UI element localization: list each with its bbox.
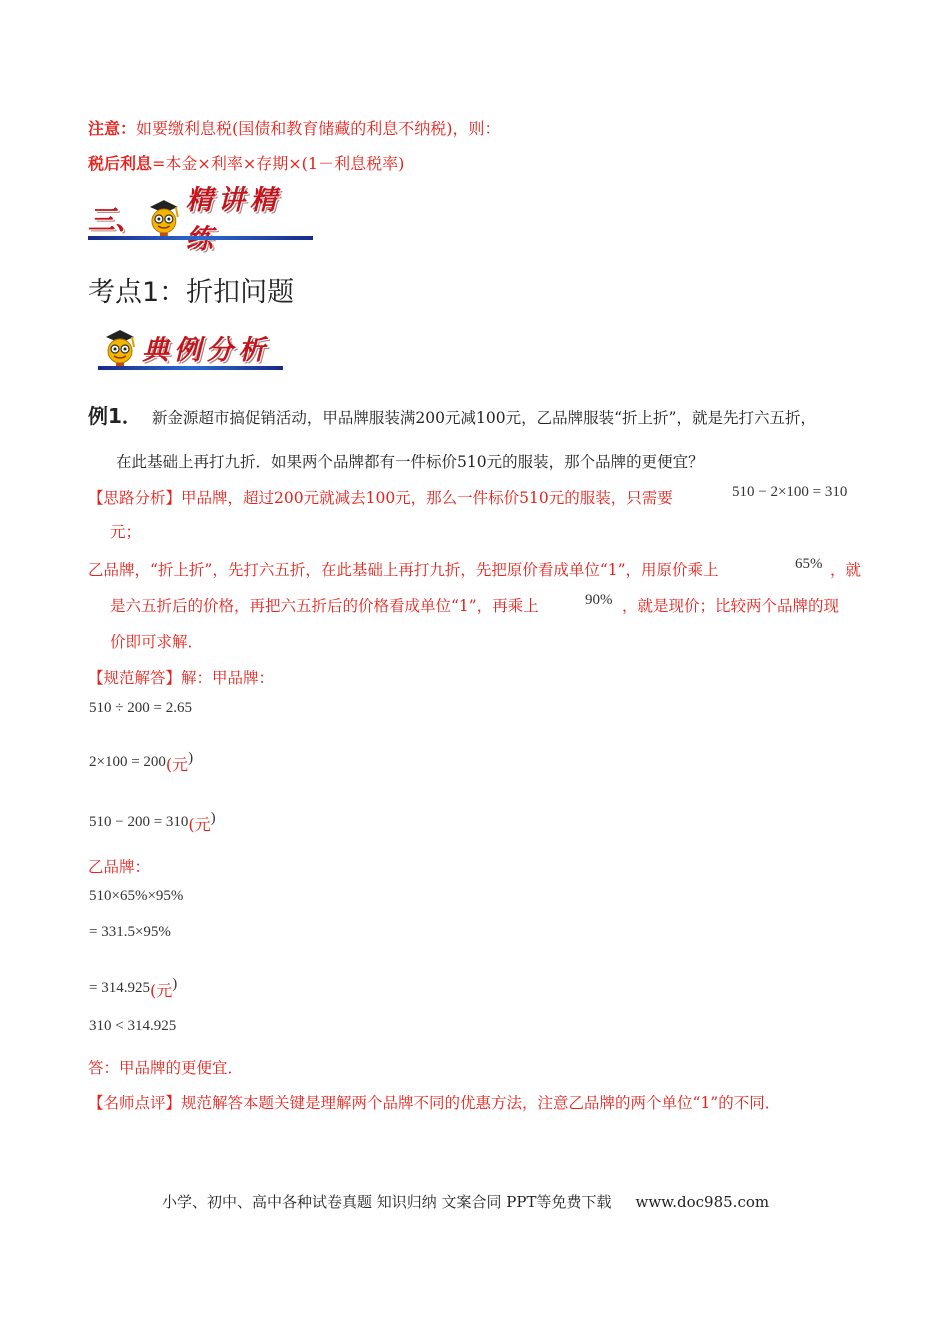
example-text-2: 在此基础上再打九折．如果两个品牌都有一件标价510元的服装，那个品牌的更便宜？ xyxy=(116,453,704,471)
analysis-text-1-end: 元； xyxy=(110,523,142,541)
analysis-text-4: 价即可求解． xyxy=(110,633,204,651)
formula-text: =本金×利率×存期×(1－利息税率) xyxy=(152,154,405,173)
note-line xyxy=(88,118,501,140)
solution-b-step3: = 314.925 xyxy=(89,980,150,996)
solution-b-label: 乙品牌： xyxy=(88,858,151,876)
solution-intro: 解：甲品牌： xyxy=(181,669,275,687)
solution-b-step3-line xyxy=(89,974,178,1000)
banner-practice-title: 精讲精 xyxy=(185,185,282,216)
banner-practice-prefix: 三、 xyxy=(88,204,142,236)
solution-a-step2-line xyxy=(89,748,194,774)
example-line-1 xyxy=(88,400,816,429)
example-label: 例1． xyxy=(88,404,142,428)
unit-close: ) xyxy=(188,750,194,766)
solution-a-step3-line xyxy=(89,808,216,834)
banner-example xyxy=(98,324,283,370)
scholar-mascot-icon xyxy=(98,325,142,369)
solution-label: 【规范解答】 xyxy=(88,669,182,687)
analysis-math-3: 90% xyxy=(585,592,613,608)
footer-url[interactable]: www.doc985.com xyxy=(635,1193,770,1211)
solution-answer: 答：甲品牌的更便宜． xyxy=(88,1059,244,1077)
note-label: 注意： xyxy=(88,119,137,138)
banner-underline xyxy=(88,236,313,240)
analysis-math-2: 65% xyxy=(795,556,823,572)
unit-close: ) xyxy=(210,810,216,826)
unit-open: (元 xyxy=(188,815,211,834)
banner-practice xyxy=(88,185,313,240)
analysis-text-2: 乙品牌，“折上折”，先打六五折，在此基础上再打九折，先把原价看成单位“1”，用原价乘上 xyxy=(88,561,719,579)
comment-line xyxy=(88,1092,780,1114)
example-text-1: 新金源超市搞促销活动，甲品牌服装满200元减100元，乙品牌服装“折上折”，就是先打六五折， xyxy=(151,409,816,427)
analysis-label: 【思路分析】 xyxy=(88,489,182,507)
unit-open: (元 xyxy=(165,755,189,774)
banner-underline xyxy=(98,366,283,370)
unit-open: (元 xyxy=(149,981,173,1000)
solution-line xyxy=(88,667,274,689)
analysis-math-1: 510 − 2×100 = 310 xyxy=(732,484,848,500)
analysis-line-1 xyxy=(88,487,673,509)
solution-b-step1: 510×65%×95% xyxy=(89,888,184,904)
formula-label: 税后利息 xyxy=(88,154,153,173)
banner-example-title: 典例分析 xyxy=(142,334,270,366)
analysis-text-1: 甲品牌，超过200元就减去100元，那么一件标价510元的服装，只需要 xyxy=(181,489,673,507)
solution-a-step3: 510 − 200 = 310 xyxy=(89,814,189,830)
solution-a-step2: 2×100 = 200 xyxy=(89,754,166,770)
scholar-mascot-icon xyxy=(142,195,186,239)
comment-text: 规范解答本题关键是理解两个品牌不同的优惠方法，注意乙品牌的两个单位“1”的不同． xyxy=(181,1094,781,1112)
section-title: 考点1：折扣问题 xyxy=(88,277,295,308)
solution-compare: 310 < 314.925 xyxy=(89,1018,177,1034)
footer xyxy=(162,1191,769,1212)
footer-text: 小学、初中、高中各种试卷真题 知识归纳 文案合同 PPT等免费下载 xyxy=(162,1193,612,1211)
comment-label: 【名师点评】 xyxy=(88,1094,182,1112)
unit-close: ) xyxy=(172,976,178,992)
tax-formula-line xyxy=(88,153,404,175)
analysis-text-3-end: ，就是现价；比较两个品牌的现 xyxy=(622,597,840,615)
solution-b-step2: = 331.5×95% xyxy=(89,924,171,940)
analysis-text-2-end: ，就 xyxy=(830,561,862,579)
note-text: 如要缴利息税(国债和教育储藏的利息不纳税)，则： xyxy=(136,119,501,138)
analysis-text-3: 是六五折后的价格，再把六五折后的价格看成单位“1”，再乘上 xyxy=(110,597,539,615)
solution-a-step1: 510 ÷ 200 = 2.65 xyxy=(89,700,192,716)
